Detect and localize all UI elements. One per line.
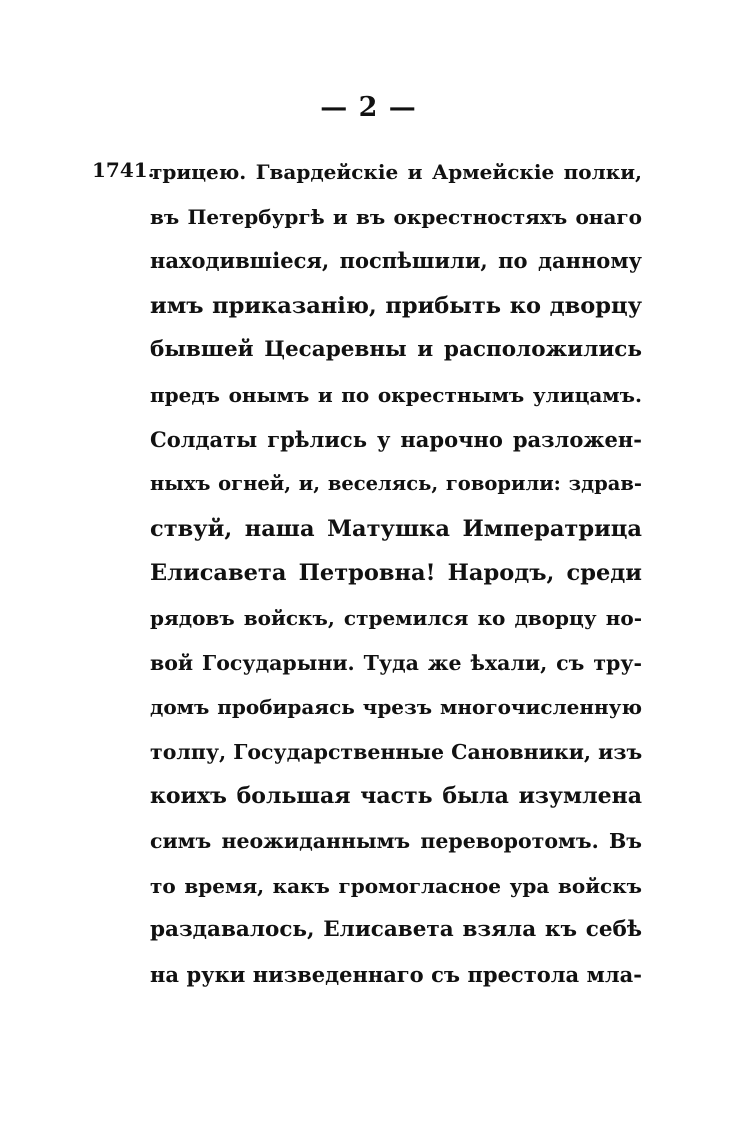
text-line: ныхъ огней, и, веселясь, говорили: здрав- xyxy=(150,472,642,496)
text-line: находившіеся, поспѣшили, по данному xyxy=(150,248,642,274)
text-line: предъ онымъ и по окрестнымъ улицамъ. xyxy=(150,382,642,407)
text-line: симъ неожиданнымъ переворотомъ. Въ xyxy=(150,828,642,853)
text-line: вой Государыни. Туда же ѣхали, съ тру- xyxy=(150,650,642,675)
text-line: ствуй, наша Матушка Императрица xyxy=(150,515,642,542)
text-line: Елисавета Петровна! Народъ, среди xyxy=(150,560,642,587)
page-number: — 2 — xyxy=(320,92,417,123)
margin-year-note: 1741. xyxy=(92,158,155,182)
text-line: въ Петербургѣ и въ окрестностяхъ онаго xyxy=(150,204,642,229)
body-text xyxy=(150,150,642,997)
text-line: коихъ большая часть была изумлена xyxy=(150,783,642,810)
text-line: толпу, Государственные Сановники, изъ xyxy=(150,739,643,764)
text-line: на руки низведеннаго съ престола мла- xyxy=(150,961,642,987)
text-line: бывшей Цесаревны и расположились xyxy=(150,337,642,363)
text-line: раздавалось, Елисавета взяла къ себѣ xyxy=(150,917,642,943)
text-line: то время, какъ громогласное ура войскъ xyxy=(150,873,642,898)
text-line: рядовъ войскъ, стремился ко дворцу но- xyxy=(150,605,642,630)
text-line: Солдаты грѣлись у нарочно разложен- xyxy=(150,426,642,452)
text-line: имъ приказанію, прибыть ко дворцу xyxy=(150,292,642,319)
text-line: домъ пробираясь чрезъ многочисленную xyxy=(150,695,642,720)
text-line: трицею. Гвардейскіе и Армейскіе полки, xyxy=(150,160,642,184)
